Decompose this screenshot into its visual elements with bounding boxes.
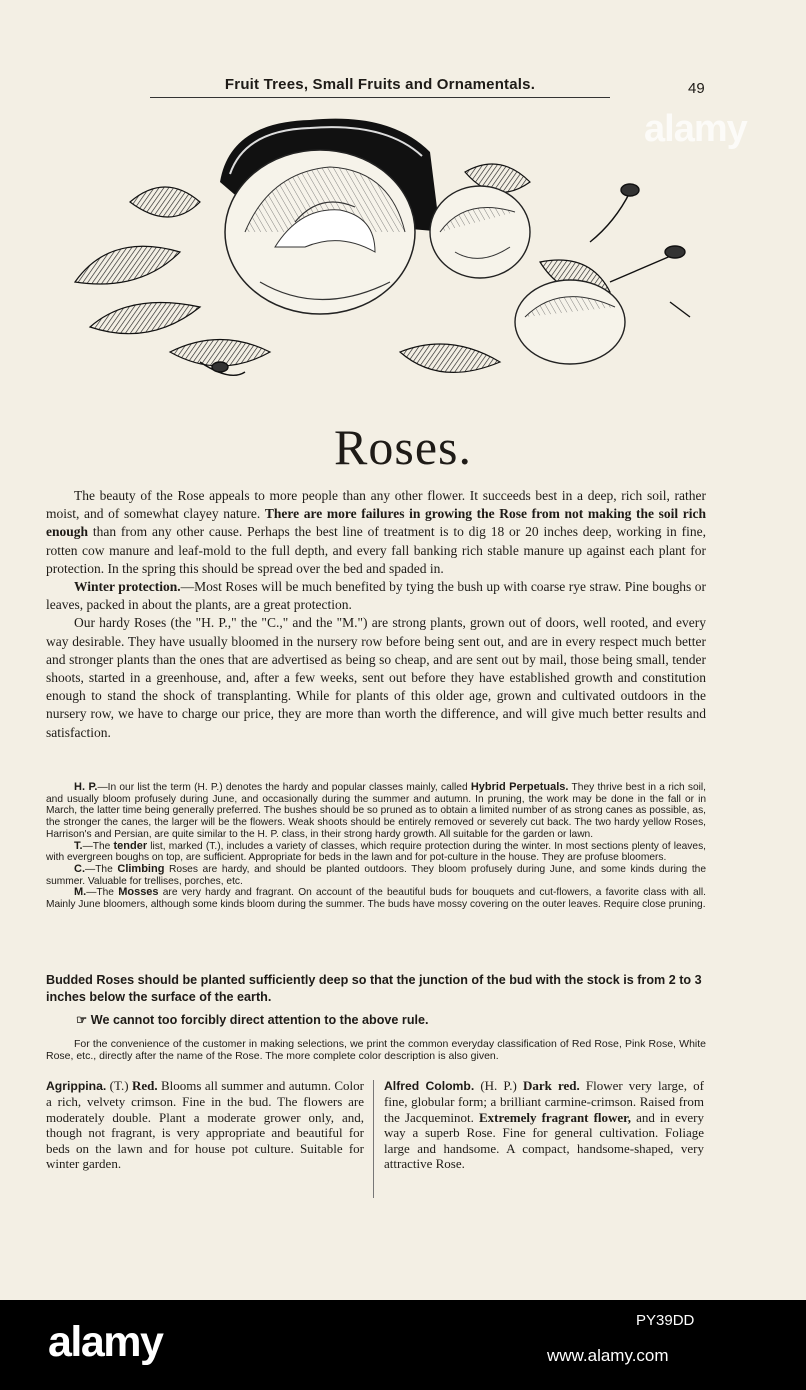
alamy-url: www.alamy.com (547, 1346, 669, 1365)
class-m (46, 887, 706, 910)
rose-entry-agrippina (46, 1078, 364, 1171)
alamy-logo: alamy (48, 1318, 163, 1366)
rose-color: Red. (131, 1078, 158, 1093)
convenience-note (46, 1038, 706, 1062)
attention-note (76, 1012, 429, 1027)
rose-name: Alfred Colomb. (384, 1079, 475, 1093)
column-divider (373, 1080, 374, 1198)
running-header: Fruit Trees, Small Fruits and Ornamentals. (224, 76, 536, 93)
winter-protection-heading: Winter protection. (74, 579, 181, 595)
rose-description: Blooms all summer and autumn. Color a rich, velvety crimson. Fine in the bud. The flowers are moderately double. Plant a moderate grower only, and, though not fragrant, is very appropriate and beautiful for beds on the lawn and for house pot culture. Suitable for winter garden. (46, 1078, 364, 1172)
budded-roses-note: Budded Roses should be planted sufficiently deep so that the junction of the bud with the stock is from 2 to 3 inches below the surface of the earth. (46, 973, 702, 1004)
class-c-lead: C. (74, 862, 85, 875)
intro-text-a: The beauty of the Rose appeals to more people than any other flower. It succeeds best in a deep, rich soil, rather moist, and of somewhat clayey nature. (46, 488, 706, 522)
winter-protection-paragraph (46, 578, 706, 614)
intro-text-b: than from any other cause. Perhaps the best line of treatment is to dig 18 or 20 inches deep, working in fine, rotten cow manure and leaf-mold to the full depth, and every fall banking rich stable manure up against each plant for protection. In the spring this should be spread over the bed and spaded in. (46, 524, 706, 576)
class-hp-text-a: —In our list the term (H. P.) denotes the hardy and popular classes mainly, called (97, 782, 471, 793)
intro-bold-statement: There are more failures in growing the Rose from not making the soil rich enough (46, 506, 706, 540)
side-rose (515, 280, 625, 364)
class-c-text-b: Roses are hardy, and should be planted outdoors. They bloom profusely during June, and some kinds during the summer. Valuable for trellises, porches, etc. (46, 863, 706, 887)
class-m-text-b: are very hardy and fragrant. On account of the beautiful buds for bouquets and cut-flowers, a favorite class with all. Mainly June bloomers, although some kinds bloom during the summer. The buds have mossy covering on the outer leaves. Require close pruning. (46, 887, 706, 911)
class-t-text-a: —The (82, 840, 114, 852)
image-id: PY39DD (636, 1312, 695, 1329)
rose-name: Agrippina. (46, 1079, 107, 1093)
intro-paragraph-1 (46, 487, 706, 578)
rose-entry-alfred-colomb (384, 1078, 704, 1171)
rose-class: (H. P.) (480, 1078, 517, 1093)
header-rule (150, 97, 610, 98)
rose-description-b: and in every way a superb Rose. Fine for general cultivation. Foliage large and handsome. A compact, handsome-shaped, very attractive Rose. (384, 1109, 704, 1172)
class-m-text-a: —The (86, 887, 119, 899)
roses-engraving (70, 112, 695, 394)
hardy-roses-paragraph: Our hardy Roses (the "H. P.," the "C.," and the "M.") are strong plants, grown out of doors, well rooted, and every way desirable. They have usually bloomed in the nursery row before being sent out, and are in every respect much better and stronger plants than the ones that are advertised as being so cheap, and are sent out by mail, those being small, tender shoots, started in a greenhouse, and, after a few weeks, sent out before they have established growth and constitution enough to stand the shock of transplanting. While for plants of this older age, grown and cultivated outdoors in the nursery row, we have to charge our price, they are more than worth the difference, and will give much better results and satisfaction. (46, 615, 706, 740)
class-t-text-b: list, marked (T.), includes a variety of classes, which require protection during the winter. In most sections plenty of leaves, with evergreen boughs on top, are sufficient. Appropriate for beds in the lawn and for pot-culture in the house. They are profuse bloomers. (46, 840, 706, 864)
section-title: Roses. (334, 419, 472, 475)
class-hp-name: Hybrid Perpetuals. (470, 781, 569, 793)
class-t (46, 841, 706, 864)
attention-text: We cannot too forcibly direct attention to the above rule. (90, 1013, 429, 1027)
class-hp (46, 782, 706, 841)
class-c-text-a: —The (85, 863, 118, 875)
class-m-name: Mosses (118, 886, 159, 899)
medium-rose (430, 186, 530, 278)
class-hp-text-b: They thrive best in a rich soil, and usually bloom profusely during June, and occasionally during the summer and autumn. In pruning, the work may be done in the fall or in March, the latter time being generally preferred. The bushes should be so pruned as to obtain a limited number of as strong canes as possible, as, the stronger the canes, the larger will be the flowers. Weak shoots should be entirely removed or severely cut back. The two hardy yellow Roses, Harrison's and Persian, are quite similar to the H. P. class, in their strong hardy growth. All suitable for the garden or lawn. (46, 782, 706, 840)
rose-color: Dark red. (522, 1078, 580, 1093)
class-t-name: tender (113, 839, 148, 852)
class-hp-lead: H. P. (74, 781, 98, 793)
rose-description-a: Flower very large, of fine, globular form; a brilliant carmine-crimson. Raised from the Jacqueminot. (384, 1078, 704, 1125)
convenience-text: For the convenience of the customer in making selections, we print the common everyday classification of Red Rose, Pink Rose, White Rose, etc., directly after the name of the Rose. The more complete color description is also given. (46, 1038, 706, 1062)
class-c-name: Climbing (117, 862, 165, 875)
watermark-logo: alamy (644, 108, 747, 150)
large-rose (225, 150, 415, 314)
rose-classes (46, 782, 706, 911)
rose-description-bold: Extremely fragrant flower, (478, 1109, 632, 1125)
class-m-lead: M. (74, 886, 87, 899)
class-c (46, 864, 706, 887)
intro-text (46, 487, 706, 742)
class-t-lead: T. (74, 839, 83, 852)
pointing-hand-icon: ☞ (76, 1013, 88, 1027)
winter-protection-text: —Most Roses will be much benefited by tying the bush up with coarse rye straw. Pine boughs or leaves, packed in about the plants, are a great protection. (46, 579, 707, 613)
page-number: 49 (688, 80, 705, 97)
rose-class: (T.) (109, 1078, 129, 1093)
